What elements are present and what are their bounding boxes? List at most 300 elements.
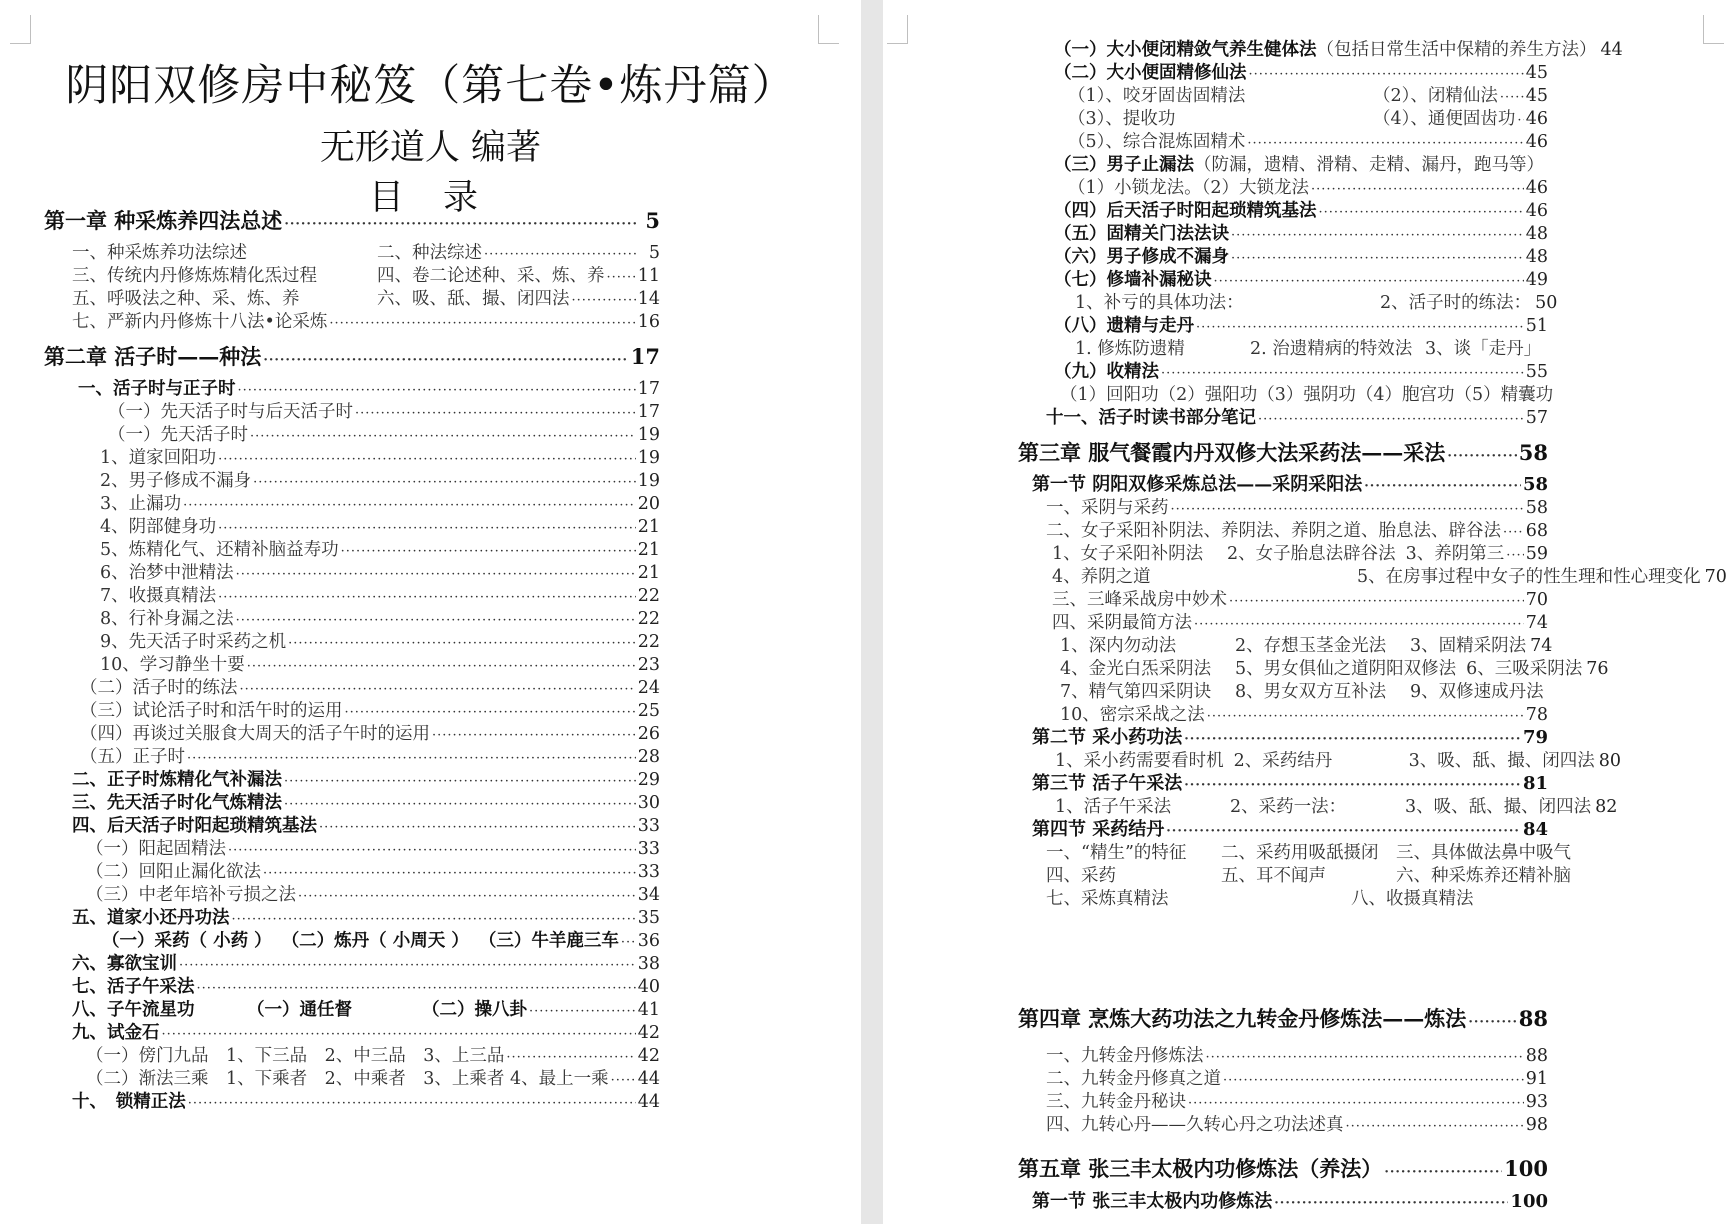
toc-entry[interactable] bbox=[1068, 108, 1548, 130]
toc-entry-title: （一）先天活子时与后天活子时 bbox=[108, 402, 353, 422]
toc-entry[interactable] bbox=[1052, 612, 1548, 634]
toc-entry-title: （四）后天活子时阳起琐精筑基法 bbox=[1054, 201, 1317, 221]
toc-entry[interactable] bbox=[72, 242, 660, 264]
toc-entry-title: 9、先天活子时采药之机 bbox=[100, 632, 287, 652]
toc-entry[interactable] bbox=[86, 1045, 660, 1067]
toc-page-number: 19 bbox=[637, 448, 660, 468]
dot-leader bbox=[298, 886, 636, 908]
dot-leader bbox=[621, 932, 636, 954]
toc-subentry: （3）、提收功 bbox=[1068, 109, 1176, 129]
toc-entry-title bbox=[1068, 108, 1515, 130]
toc-page-number: 88 bbox=[1525, 1046, 1548, 1066]
toc-entry[interactable] bbox=[1046, 520, 1548, 542]
toc-page-number: 78 bbox=[1525, 705, 1548, 725]
toc-entry[interactable] bbox=[1075, 292, 1558, 314]
toc-page-number: 82 bbox=[1595, 797, 1618, 817]
toc-page-number: 44 bbox=[1600, 40, 1623, 60]
toc-page-number: 26 bbox=[637, 724, 660, 744]
toc-entry-title bbox=[1068, 85, 1498, 107]
toc-entry-title: （三）中老年培补亏损之法 bbox=[86, 885, 296, 905]
toc-entry[interactable] bbox=[100, 447, 660, 469]
toc-entry[interactable] bbox=[1055, 796, 1618, 818]
toc-entry-note: （防漏，遗精、滑精、走精、漏丹，跑马等） bbox=[1194, 155, 1544, 175]
toc-subentry: 1、深内勿动法 bbox=[1060, 636, 1177, 656]
toc-entry-title: （七）修墙补漏秘诀 bbox=[1054, 270, 1212, 290]
toc-entry-title: （二）渐法三乘 1、下乘者 2、中乘者 3、上乘者 4、最上一乘 bbox=[86, 1069, 609, 1089]
dot-leader bbox=[236, 610, 636, 632]
toc-entry-title: 九、试金石 bbox=[72, 1023, 160, 1043]
dot-leader bbox=[341, 541, 636, 563]
toc-entry[interactable] bbox=[1054, 246, 1548, 268]
toc-entry-title: 一、九转金丹修炼法 bbox=[1046, 1046, 1204, 1066]
toc-entry[interactable] bbox=[100, 631, 660, 653]
dot-leader bbox=[236, 564, 636, 586]
toc-entry[interactable] bbox=[108, 424, 660, 446]
toc-entry-title: （5）、综合混炼固精术 bbox=[1068, 132, 1246, 152]
toc-page-number: 33 bbox=[637, 839, 660, 859]
toc-entry[interactable] bbox=[1046, 1091, 1548, 1113]
toc-entry[interactable] bbox=[1054, 39, 1623, 61]
margin-corner-mark bbox=[10, 15, 31, 44]
toc-entry-title bbox=[1055, 750, 1595, 772]
toc-entry-title: 第一节 张三丰太极内功修炼法 bbox=[1032, 1191, 1273, 1212]
toc-subentry: 3、吸、舐、撮、闭四法 bbox=[1408, 751, 1595, 771]
toc-subentry: 3、谈「走丹」 bbox=[1425, 339, 1542, 359]
toc-entry-title: 第一章 种采炼养四法总述 bbox=[44, 208, 283, 233]
toc-page-number: 38 bbox=[637, 954, 660, 974]
dot-leader bbox=[284, 211, 638, 239]
dot-leader bbox=[1188, 1093, 1524, 1115]
toc-page-number: 5 bbox=[648, 243, 660, 263]
toc-entry[interactable] bbox=[86, 884, 660, 906]
toc-entry-title bbox=[72, 265, 605, 287]
dot-leader bbox=[1184, 729, 1521, 751]
toc-page-number: 79 bbox=[1522, 727, 1548, 748]
toc-page-number: 16 bbox=[637, 312, 660, 332]
dot-leader bbox=[611, 1070, 636, 1092]
toc-entry[interactable] bbox=[1055, 750, 1622, 772]
toc-entry-title: （二）活子时的练法 bbox=[80, 678, 238, 698]
toc-entry[interactable] bbox=[1054, 154, 1548, 176]
toc-entry-title: 一、采阴与采药 bbox=[1046, 498, 1169, 518]
toc-entry[interactable] bbox=[1054, 315, 1548, 337]
toc-subentry: （一）通任督 bbox=[247, 1000, 352, 1020]
toc-entry-title: 二、正子时炼精化气补漏法 bbox=[72, 770, 282, 790]
document-title: 阴阳双修房中秘笈（第七卷•炼丹篇） bbox=[65, 61, 796, 111]
toc-entry[interactable] bbox=[72, 976, 660, 998]
toc-subentry: 八、子午流星功 bbox=[72, 1000, 195, 1020]
toc-page-number: 50 bbox=[1535, 293, 1558, 313]
toc-subentry: 8、男女双方互补法 bbox=[1235, 682, 1387, 702]
toc-entry-title: 六、寡欲宝训 bbox=[72, 954, 177, 974]
dot-leader bbox=[345, 702, 636, 724]
toc-entry-title bbox=[1060, 658, 1582, 680]
toc-entry-title: 十、 锁精正法 bbox=[72, 1092, 186, 1112]
toc-entry-title: （六）男子修成不漏身 bbox=[1054, 247, 1229, 267]
toc-subentry: （二）操八卦 bbox=[422, 1000, 527, 1020]
toc-entry[interactable] bbox=[1046, 1045, 1548, 1067]
toc-entry[interactable] bbox=[72, 265, 660, 287]
toc-section-entry[interactable] bbox=[1032, 773, 1548, 795]
dot-leader bbox=[253, 472, 636, 494]
toc-subentry: 四、卷二论述种、采、炼、养 bbox=[377, 266, 605, 286]
toc-page-number: 48 bbox=[1525, 247, 1548, 267]
toc-page-number: 19 bbox=[637, 471, 660, 491]
toc-page-number: 23 bbox=[637, 655, 660, 675]
toc-entry[interactable] bbox=[100, 608, 660, 630]
toc-entry-title: 第二节 采小药功法 bbox=[1032, 727, 1183, 748]
toc-entry[interactable] bbox=[100, 539, 660, 561]
toc-page-number: 58 bbox=[1522, 474, 1548, 495]
toc-entry-title: 第三节 活子午采法 bbox=[1032, 773, 1183, 794]
toc-page-number: 29 bbox=[637, 770, 660, 790]
toc-page-number: 41 bbox=[637, 1000, 660, 1020]
toc-page-number: 14 bbox=[637, 289, 660, 309]
toc-entry[interactable] bbox=[72, 953, 660, 975]
dot-leader bbox=[355, 403, 636, 425]
toc-subentry: 2、采药一法： bbox=[1230, 797, 1347, 817]
toc-subentry: 1、采小药需要看时机 bbox=[1055, 751, 1224, 771]
toc-entry-title: （九）收精法 bbox=[1054, 362, 1159, 382]
toc-entry[interactable] bbox=[72, 815, 660, 837]
toc-entry-title: （一）大小便闭精敛气养生健体法（包括日常生活中保精的养生方法） bbox=[1054, 40, 1597, 60]
toc-subentry: 4、金光白炁采阴法 bbox=[1060, 659, 1212, 679]
toc-subentry: 七、采炼真精法 bbox=[1046, 889, 1169, 909]
toc-subentry: （2）、闭精仙法 bbox=[1373, 86, 1498, 106]
toc-page-number: 45 bbox=[1525, 86, 1548, 106]
toc-entry-title: （二）大小便固精修仙法 bbox=[1054, 63, 1247, 83]
dot-leader bbox=[284, 794, 636, 816]
toc-subentry: 3、吸、舐、撮、闭四法 bbox=[1405, 797, 1592, 817]
toc-page-number: 17 bbox=[637, 379, 660, 399]
toc-page-number: 100 bbox=[1504, 1156, 1548, 1181]
toc-chapter-entry[interactable] bbox=[1018, 1155, 1548, 1183]
toc-page-number: 36 bbox=[637, 931, 660, 951]
toc-entry-title bbox=[1052, 566, 1701, 588]
margin-corner-mark bbox=[818, 15, 839, 44]
dot-leader bbox=[183, 495, 636, 517]
toc-entry[interactable] bbox=[1060, 658, 1609, 680]
toc-entry-title: 10、学习静坐十要 bbox=[100, 655, 245, 675]
toc-entry-title: （1）小锁龙法。（2）大锁龙法 bbox=[1068, 178, 1310, 198]
toc-entry[interactable] bbox=[1054, 361, 1548, 383]
toc-page-number: 11 bbox=[637, 266, 660, 286]
toc-chapter-entry[interactable] bbox=[44, 343, 660, 371]
toc-entry[interactable] bbox=[108, 401, 660, 423]
toc-entry-title: 10、密宗采战之法 bbox=[1060, 705, 1205, 725]
dot-leader bbox=[1161, 363, 1524, 385]
toc-subentry: 2. 治遗精病的特效法 bbox=[1250, 339, 1413, 359]
toc-entry-title: （五）正子时 bbox=[80, 747, 185, 767]
toc-entry-title: 七、严新内丹修炼十八法•论采炼 bbox=[72, 312, 328, 332]
dot-leader bbox=[1346, 1116, 1524, 1138]
toc-entry-title: 三、九转金丹秘诀 bbox=[1046, 1092, 1186, 1112]
dot-leader bbox=[484, 244, 638, 266]
document-author: 无形道人 编著 bbox=[319, 128, 542, 168]
toc-subentry: 三、具体做法鼻中吸气 bbox=[1396, 843, 1571, 863]
toc-page-number: 44 bbox=[637, 1092, 660, 1112]
toc-entry[interactable] bbox=[1046, 407, 1548, 429]
toc-page-number: 21 bbox=[637, 540, 660, 560]
toc-subentry: （三）牛羊鹿三车 bbox=[478, 931, 619, 951]
toc-page-number: 33 bbox=[637, 816, 660, 836]
dot-leader bbox=[263, 863, 636, 885]
toc-entry-title bbox=[102, 930, 619, 952]
toc-subentry: 5、在房事过程中女子的性生理和性心理变化 bbox=[1357, 567, 1701, 587]
dot-leader bbox=[218, 587, 636, 609]
toc-entry[interactable] bbox=[72, 999, 660, 1021]
dot-leader bbox=[1319, 202, 1524, 224]
toc-subentry: 三、传统内丹修炼炼精化炁过程 bbox=[72, 266, 317, 286]
toc-entry[interactable] bbox=[72, 1091, 660, 1113]
dot-leader bbox=[1517, 110, 1523, 132]
toc-subentry: （1）、咬牙固齿固精法 bbox=[1068, 86, 1246, 106]
toc-subentry: 1、活子午采法 bbox=[1055, 797, 1172, 817]
toc-entry-title: 二、女子采阳补阴法、养阴法、养阴之道、胎息法、辟谷法 bbox=[1046, 521, 1501, 541]
toc-entry[interactable] bbox=[1060, 635, 1553, 657]
toc-entry[interactable] bbox=[1068, 85, 1548, 107]
toc-entry[interactable] bbox=[86, 861, 660, 883]
toc-entry[interactable] bbox=[80, 700, 660, 722]
toc-subentry: 4、养阴之道 bbox=[1052, 567, 1151, 587]
dot-leader bbox=[1468, 1009, 1516, 1037]
toc-chapter-entry[interactable] bbox=[44, 207, 660, 235]
toc-page-number: 84 bbox=[1522, 819, 1548, 840]
toc-page-number: 51 bbox=[1525, 316, 1548, 336]
toc-entry-title bbox=[1055, 796, 1591, 818]
toc-entry[interactable] bbox=[1046, 888, 1548, 910]
toc-entry[interactable] bbox=[86, 1068, 660, 1090]
toc-subentry: （一）采药（ 小药 ） bbox=[102, 931, 272, 951]
toc-page-number: 19 bbox=[637, 425, 660, 445]
toc-page-number: 74 bbox=[1525, 613, 1548, 633]
toc-entry-title: （一）傍门九品 1、下三品 2、中三品 3、上三品 bbox=[86, 1046, 505, 1066]
toc-page-number: 100 bbox=[1510, 1191, 1548, 1212]
toc-entry[interactable] bbox=[1054, 269, 1548, 291]
toc-entry[interactable] bbox=[100, 470, 660, 492]
toc-entry[interactable] bbox=[72, 792, 660, 814]
dot-leader bbox=[1231, 248, 1524, 270]
toc-page-number: 55 bbox=[1525, 362, 1548, 382]
dot-leader bbox=[1223, 1070, 1524, 1092]
dot-leader bbox=[162, 1024, 636, 1046]
dot-leader bbox=[1231, 225, 1524, 247]
dot-leader bbox=[1247, 133, 1523, 155]
toc-entry-title: 8、行补身漏之法 bbox=[100, 609, 234, 629]
dot-leader bbox=[1214, 271, 1524, 293]
toc-page-number: 58 bbox=[1518, 440, 1548, 465]
dot-leader bbox=[1206, 1047, 1524, 1069]
toc-entry[interactable] bbox=[72, 1022, 660, 1044]
document-page-left bbox=[0, 0, 861, 1224]
toc-entry[interactable] bbox=[1060, 681, 1548, 703]
dot-leader bbox=[197, 978, 636, 1000]
toc-subentry: 四、采药 bbox=[1046, 866, 1116, 886]
toc-entry[interactable] bbox=[1052, 566, 1727, 588]
toc-section-entry[interactable] bbox=[1032, 1191, 1548, 1213]
toc-entry[interactable] bbox=[100, 562, 660, 584]
dot-leader bbox=[1249, 64, 1524, 86]
toc-entry[interactable] bbox=[100, 654, 660, 676]
toc-entry-title: 四、后天活子时阳起琐精筑基法 bbox=[72, 816, 317, 836]
toc-section-entry[interactable] bbox=[1032, 727, 1548, 749]
dot-leader bbox=[1258, 409, 1524, 431]
toc-entry[interactable] bbox=[1046, 842, 1571, 864]
toc-entry[interactable] bbox=[100, 585, 660, 607]
toc-entry-note: （包括日常生活中保精的养生方法） bbox=[1316, 40, 1597, 60]
toc-entry[interactable] bbox=[72, 907, 660, 929]
dot-leader bbox=[572, 290, 636, 312]
toc-entry[interactable] bbox=[80, 746, 660, 768]
toc-entry[interactable] bbox=[1046, 1114, 1548, 1136]
toc-page-number: 68 bbox=[1525, 521, 1548, 541]
toc-page-number: 28 bbox=[637, 747, 660, 767]
toc-page-number: 34 bbox=[637, 885, 660, 905]
dot-leader bbox=[238, 380, 636, 402]
toc-page-number: 35 bbox=[637, 908, 660, 928]
toc-entry[interactable] bbox=[1046, 1068, 1548, 1090]
toc-subentry: （二）炼丹（ 小周天 ） bbox=[281, 931, 469, 951]
toc-entry-title: 三、三峰采战房中妙术 bbox=[1052, 590, 1227, 610]
toc-page-number: 93 bbox=[1525, 1092, 1548, 1112]
toc-entry[interactable] bbox=[1060, 384, 1554, 406]
margin-corner-mark bbox=[1703, 15, 1724, 44]
toc-entry[interactable] bbox=[1052, 589, 1548, 611]
dot-leader bbox=[1274, 1193, 1508, 1215]
dot-leader bbox=[1207, 706, 1524, 728]
toc-entry-title: （四）再谈过关服食大周天的活子午时的运用 bbox=[80, 724, 430, 744]
toc-entry-title: 三、先天活子时化气炼精法 bbox=[72, 793, 282, 813]
dot-leader bbox=[288, 633, 636, 655]
toc-page-number: 91 bbox=[1525, 1069, 1548, 1089]
toc-entry[interactable] bbox=[80, 723, 660, 745]
toc-page-number: 17 bbox=[637, 402, 660, 422]
toc-section-entry[interactable] bbox=[1032, 474, 1548, 496]
toc-entry[interactable] bbox=[80, 677, 660, 699]
toc-page-number: 46 bbox=[1525, 132, 1548, 152]
toc-entry-title: （一）阳起固精法 bbox=[86, 839, 226, 859]
toc-subentry: 六、吸、舐、撮、闭四法 bbox=[377, 289, 570, 309]
toc-entry-title: （二）回阳止漏化欲法 bbox=[86, 862, 261, 882]
toc-entry[interactable] bbox=[78, 378, 660, 400]
toc-page-number: 49 bbox=[1525, 270, 1548, 290]
toc-entry[interactable] bbox=[86, 838, 660, 860]
toc-page-number: 70 bbox=[1525, 590, 1548, 610]
toc-entry[interactable] bbox=[1046, 865, 1571, 887]
toc-entry[interactable] bbox=[72, 769, 660, 791]
toc-page-number: 76 bbox=[1586, 659, 1609, 679]
toc-entry[interactable] bbox=[1060, 704, 1548, 726]
toc-entry-title: 七、活子午采法 bbox=[72, 977, 195, 997]
toc-entry-title: 4、阴部健身功 bbox=[100, 517, 217, 537]
toc-subentry: 3、养阴第三 bbox=[1405, 544, 1505, 564]
toc-entry-title bbox=[1060, 681, 1544, 703]
toc-chapter-entry[interactable] bbox=[1018, 1005, 1548, 1033]
toc-entry-title: 四、九转心丹——久转心丹之功法述真 bbox=[1046, 1115, 1344, 1135]
toc-subentry: 六、种采炼养还精补脑 bbox=[1396, 866, 1571, 886]
toc-subentry: （4）、通便固齿功 bbox=[1373, 109, 1516, 129]
dot-leader bbox=[240, 679, 636, 701]
toc-page-number: 21 bbox=[637, 517, 660, 537]
dot-leader bbox=[1171, 499, 1524, 521]
toc-entry-title: （一）先天活子时 bbox=[108, 425, 248, 445]
toc-subentry: 二、采药用吸舐摄闭 bbox=[1221, 843, 1379, 863]
toc-entry[interactable] bbox=[1052, 543, 1548, 565]
toc-entry-title bbox=[1060, 635, 1526, 657]
toc-page-number: 88 bbox=[1518, 1006, 1548, 1031]
toc-entry-title: 2、男子修成不漏身 bbox=[100, 471, 252, 491]
toc-entry-title: 十一、活子时读书部分笔记 bbox=[1046, 408, 1256, 428]
toc-entry[interactable] bbox=[100, 516, 660, 538]
dot-leader bbox=[1364, 476, 1521, 498]
toc-entry[interactable] bbox=[1054, 223, 1548, 245]
toc-page-number: 81 bbox=[1522, 773, 1548, 794]
toc-page-number: 5 bbox=[645, 208, 660, 233]
toc-subentry: 2、存想玉茎金光法 bbox=[1235, 636, 1387, 656]
toc-page-number: 25 bbox=[637, 701, 660, 721]
toc-entry[interactable] bbox=[1046, 497, 1548, 519]
toc-entry-title: 五、道家小还丹功法 bbox=[72, 908, 230, 928]
toc-entry-title: 四、采阴最简方法 bbox=[1052, 613, 1192, 633]
dot-leader bbox=[1196, 317, 1524, 339]
dot-leader bbox=[232, 909, 636, 931]
toc-entry[interactable] bbox=[102, 930, 660, 952]
toc-subentry: 7、精气第四采阴诀 bbox=[1060, 682, 1212, 702]
toc-entry[interactable] bbox=[1054, 62, 1548, 84]
toc-entry[interactable] bbox=[1054, 200, 1548, 222]
dot-leader bbox=[1506, 545, 1523, 567]
toc-entry-title bbox=[1075, 292, 1531, 314]
toc-subentry: 5、男女俱仙之道阴阳双修法 bbox=[1235, 659, 1457, 679]
toc-subentry: 一、“精生”的特征 bbox=[1046, 843, 1187, 863]
dot-leader bbox=[1311, 179, 1524, 201]
toc-chapter-entry[interactable] bbox=[1018, 439, 1548, 467]
dot-leader bbox=[506, 1047, 635, 1069]
toc-page-number: 24 bbox=[637, 678, 660, 698]
toc-entry[interactable] bbox=[72, 311, 660, 333]
toc-subentry: 2、女子胎息法辟谷法 bbox=[1227, 544, 1396, 564]
toc-page-number: 46 bbox=[1525, 109, 1548, 129]
toc-subentry: 五、呼吸法之种、采、炼、养 bbox=[72, 289, 300, 309]
toc-entry[interactable] bbox=[1068, 177, 1548, 199]
toc-entry-title: 第五章 张三丰太极内功修炼法（养法） bbox=[1018, 1156, 1383, 1181]
toc-subentry: 八、收摄真精法 bbox=[1351, 889, 1474, 909]
toc-entry[interactable] bbox=[72, 288, 660, 310]
toc-subentry: 1. 修炼防遗精 bbox=[1075, 339, 1185, 359]
toc-page-number: 40 bbox=[637, 977, 660, 997]
toc-subentry: 二、种法综述 bbox=[377, 243, 482, 263]
toc-entry-title bbox=[72, 288, 570, 310]
toc-page-number: 59 bbox=[1525, 544, 1548, 564]
toc-page-number: 33 bbox=[637, 862, 660, 882]
toc-page-number: 58 bbox=[1525, 498, 1548, 518]
toc-entry[interactable] bbox=[1068, 131, 1548, 153]
dot-leader bbox=[250, 426, 636, 448]
toc-entry-title bbox=[1046, 888, 1474, 910]
dot-leader bbox=[228, 840, 636, 862]
toc-section-entry[interactable] bbox=[1032, 819, 1548, 841]
toc-entry-title bbox=[1046, 842, 1571, 864]
toc-subentry: 1、补亏的具体功法： bbox=[1075, 293, 1244, 313]
toc-page-number: 22 bbox=[637, 632, 660, 652]
dot-leader bbox=[188, 1093, 636, 1115]
dot-leader bbox=[1447, 443, 1516, 471]
toc-entry[interactable] bbox=[1075, 338, 1548, 360]
toc-page-number: 74 bbox=[1530, 636, 1553, 656]
toc-subentry: 6、三吸采阴法 bbox=[1466, 659, 1583, 679]
dot-leader bbox=[218, 449, 636, 471]
toc-entry[interactable] bbox=[100, 493, 660, 515]
